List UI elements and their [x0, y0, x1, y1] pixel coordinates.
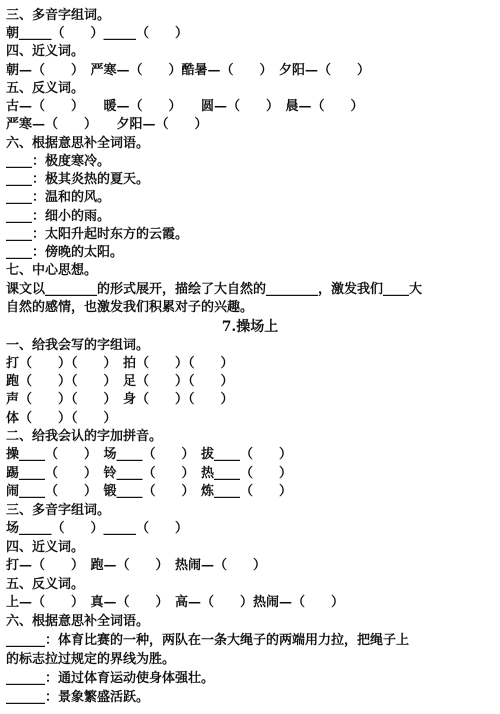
section-heading-polyphone: 三、多音字组词。 — [6, 8, 111, 23]
exercise-line: 操____（ ） 场____（ ） 拔____（ ） — [6, 447, 293, 462]
exercise-line: 闹____（ ） 锻____（ ） 炼____（ ） — [6, 484, 293, 499]
exercise-line: 朝—（ ） 严寒—（ ）酷暑—（ ） 夕阳—（ ） — [6, 63, 371, 78]
exercise-line: 声（ ）（ ） 身（ ）（ ） — [6, 392, 234, 407]
exercise-line: 跑（ ）（ ） 足（ ）（ ） — [6, 374, 234, 389]
exercise-line: 上—（ ） 真—（ ） 高—（ ）热闹—（ ） — [6, 595, 345, 610]
exercise-line: ____：温和的风。 — [6, 190, 111, 205]
exercise-line: ____：傍晚的太阳。 — [6, 245, 124, 260]
section-heading-fill-words: 六、根据意思补全词语。 — [6, 614, 150, 629]
section-heading-antonyms: 五、反义词。 — [6, 81, 85, 96]
section-heading-polyphone: 三、多音字组词。 — [6, 503, 111, 518]
exercise-line: 严寒—（ ） 夕阳—（ ） — [6, 117, 208, 132]
exercise-line: ______：景象繁盛活跃。 — [6, 690, 150, 705]
exercise-line: 体（ ）（ ） — [6, 411, 117, 426]
exercise-line: 自然的感情，也激发我们积累对子的兴趣。 — [6, 300, 254, 315]
exercise-line: ______：体育比赛的一种，两队在一条大绳子的两端用力拉，把绳子上 — [6, 633, 410, 648]
exercise-line: 打（ ）（ ） 拍（ ）（ ） — [6, 356, 234, 371]
section-heading-write-words: 一、给我会写的字组词。 — [6, 338, 150, 353]
exercise-line: 场_____（ ）_____（ ） — [6, 521, 189, 536]
section-heading-pinyin: 二、给我会认的字加拼音。 — [6, 429, 163, 444]
section-heading-synonyms: 四、近义词。 — [6, 540, 85, 555]
exercise-line: 的标志拉过规定的界线为胜。 — [6, 652, 176, 667]
exercise-line: ____：细小的雨。 — [6, 209, 111, 224]
exercise-line: 打—（ ） 跑—（ ） 热闹—（ ） — [6, 558, 267, 573]
exercise-line: ____：太阳升起时东方的云霞。 — [6, 227, 189, 242]
exercise-line: 踢____（ ） 铃____（ ） 热____（ ） — [6, 466, 293, 481]
section-heading-main-idea: 七、中心思想。 — [6, 263, 98, 278]
section-heading-antonyms: 五、反义词。 — [6, 577, 85, 592]
exercise-line: ____：极其炎热的夏天。 — [6, 172, 150, 187]
exercise-line: 古—（ ） 暖—（ ） 圆—（ ） 晨—（ ） — [6, 99, 364, 114]
exercise-line: 课文以________的形式展开，描绘了大自然的________，激发我们____大 — [6, 282, 423, 297]
exercise-line: ______：通过体育运动使身体强壮。 — [6, 671, 215, 686]
section-heading-fill-words: 六、根据意思补全词语。 — [6, 136, 150, 151]
section-heading-synonyms: 四、近义词。 — [6, 44, 85, 59]
exercise-line: 朝_____（ ）_____（ ） — [6, 26, 189, 41]
lesson-title: 7.操场上 — [221, 319, 279, 335]
exercise-line: ____：极度寒冷。 — [6, 154, 111, 169]
